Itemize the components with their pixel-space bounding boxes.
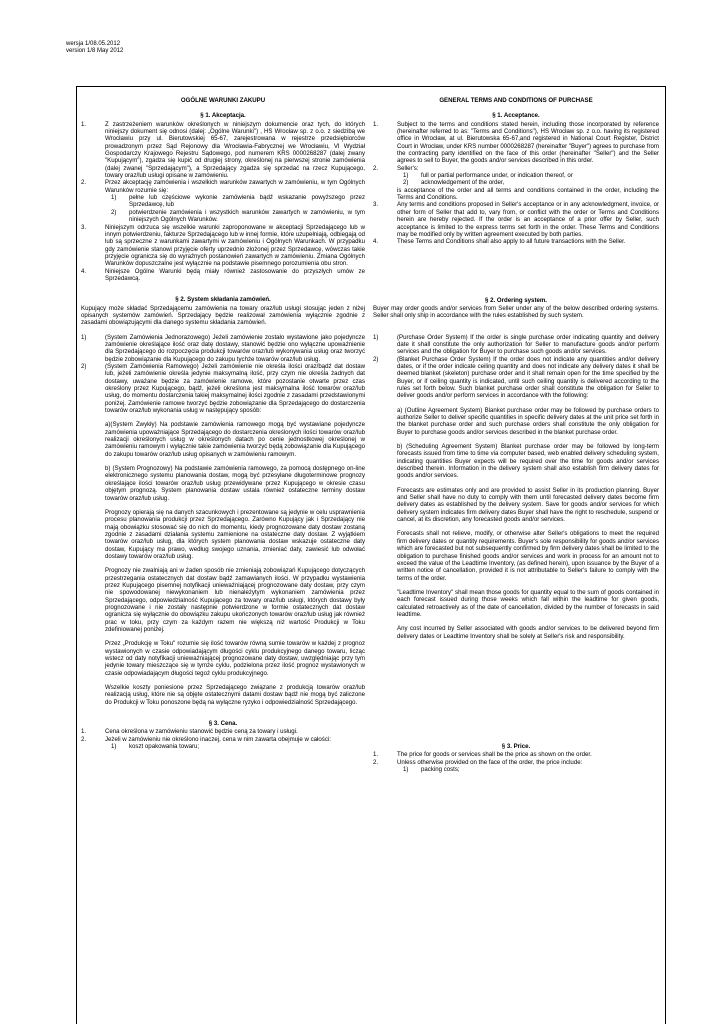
pl-s1-item-2-1-text: pełne lub częściowe wykonie zamówienia bądź wskazanie powyższego przez Sprzedawcę, lub — [129, 194, 365, 209]
polish-title: OGÓLNE WARUNKI ZAKUPU — [180, 97, 266, 104]
pl-s1-item-4: 4. Niniejsze Ogólne Warunki będą miały również zastosowanie do przyszłych umów ze Sprzedawcą. — [81, 267, 365, 282]
en-s1-item-1-text: Subject to the terms and conditions stated herein, including those incorporated by reference (hereinafter referred to as: "Terms and Conditions"), HS Wrocław sp. z o.o. having its registered office in Wrocław, at ul. Bierutowska 65-67,and registered in National Court Register, District Court in Wrocław, under KRS number 0000268287 (hereinafter "Buyer") agrees to purchase from the contracting party identified on the face of this order (hereinafter "Seller") and the Seller agrees to sell to Buyer, the goods and/or services described in this order. — [397, 120, 659, 165]
en-s1-item-4-text: These Terms and Conditions shall also apply to all future transactions with the Seller. — [397, 238, 626, 246]
pl-section-2-heading: § 2. System składania zamówień. — [175, 296, 271, 304]
en-s2-para-a: a) (Outline Agreement System) Blanket purchase order may be followed by purchase orders to authorize Seller to deliver specific quantities in specific delivery dates at the unit price set forth in the blanket purchase order and such purchase orders shall constitute the only obligation for Buyer to purchase goods and/or services described in the blanket purchase order. — [397, 406, 659, 436]
pl-s2-para-e: Przez „Produkcję w Toku" rozumie się ilość towarów równą sumie towarów w każdej z prognoz wystawionych w czasie odpowiadającym długości cyklu produkcyjnego danego towaru, licząc wstecz od daty notyfikacji unieważniającej prognozowane daty dostaw, uwzględniając przy tym jedynie towary mieszczące się w tymże cyklu, podzielona przez ilość prognoz wystawionych w czasie odpowiadającym długości tegoż cyklu produkcyjnego. — [105, 640, 365, 677]
en-s1-item-2-2-text: acknowledgement of the order, — [421, 179, 505, 187]
pl-s1-item-2-2-text: potwierdzenie zamówienia i wszystkich warunków zawartych w zamówieniu, w tym niniejszych Ogólnych Warunków. — [129, 208, 365, 224]
pl-s2-item-1: 1) (System Zamówienia Jednorazowego) Jeżeli zamówienie zostało wystawione jako pojedyncze zamówienie określające ilość oraz datę dostawy, stanowić będzie ono wyłączne upoważnienie dla Sprzedającego do rozpoczęcia produkcji towarów oraz/lub wykonywania usług oraz tworzyć będzie zobowiązanie dla Kupującego do zakupu tychże towarów oraz/lub usług. — [81, 333, 365, 363]
version-english: version 1/8 May 2012 — [66, 48, 124, 54]
pl-s1-item-4-text: Niniejsze Ogólne Warunki będą miały również zastosowanie do przyszłych umów ze Sprzedawcą. — [105, 267, 365, 282]
en-s1-item-4: 4. These Terms and Conditions shall also apply to all future transactions with the Seller. — [373, 238, 659, 245]
en-s3-item-2: 2. Unless otherwise provided on the face of the order, the price include: — [373, 759, 659, 766]
pl-s1-item-1: 1. Z zastrzeżeniem warunków określonych w niniejszym dokumencie oraz tych, do których niniejszy dokument się odnosi (dalej: „Ogólne Warunki") , HS Wrocław sp. z o.o. z siedzibą we Wrocławiu przy ul. Bierutowskiej 65-67, zarejestrowana w rejestrze przedsiębiorców prowadzonym przez Sąd Rejonowy dla Wrocławia-Fabrycznej we Wrocławiu, VI Wydział Gospodarczy Krajowego Rejestru Sądowego, pod numerem KRS 0000268287 (dalej zwany "Kupującym"), zgadza się kupić od drugiej strony, określonej na pierwszej stronie zamówienia (dalej zwanej "Sprzedającym"), a Sprzedający zgadza się sprzedać na rzecz Kupującego, towary oraz/lub usługi opisane w zamówieniu. — [81, 120, 365, 180]
en-s2-item-1-text: (Purchase Order System) If the order is single purchase order indicating quantity and delivery date it shall constitute the only authorization for Seller to manufacture goods and/or perform services and the obligation for Buyer to purchase such goods and/or services. — [397, 333, 659, 356]
polish-column — [81, 97, 365, 750]
pl-s1-item-2-text: Przez akceptację zamówienia i wszelkich warunków zawartych w zamówieniu, w tym Ogólnych Warunków rozumie się: — [105, 179, 365, 194]
en-s2-intro: Buyer may order goods and/or services from Seller under any of the below described ordering systems. Seller shall only ship in accordance with the rules established by such system. — [373, 304, 659, 320]
en-s1-item-3-text: Any terms and conditions proposed in Seller's acceptance or in any acknowledgment, invoice, or other form of Seller that add to, vary from, or conflict with the order or Terms and Conditions herein are hereby rejected. If the order is an acceptance of a prior offer by Seller, such acceptance is limited to the express terms set forth in the order. These Terms and Conditions may be modified only by written agreement executed by both parties. — [397, 201, 659, 238]
pl-s1-item-3: 3. Niniejszym odrzuca się wszelkie warunki zaproponowane w akceptacji Sprzedającego lub w innym potwierdzeniu, fakturze Sprzedającego lub w innej formie, które uzupełniają, odbiegają od lub są sprzeczne z warunkami zawartymi w zamówieniu i Ogólnych Warunkach. W przypadku gdy zamówienie stanowi przyjęcie oferty uprzednio złożonej przez Sprzedawcę, wówczas takie przyjęcie ogranicza się do wyraźnych postanowień zawartych w zamówieniu. Zmiana Ogólnych Warunków dopuszczalne jest wyłącznie na podstawie pisemnego porozumienia obu stron. — [81, 223, 365, 268]
pl-s2-para-a: a)(System Zwykły) Na podstawie zamówienia ramowego mogą być wystawiane pojedyncze zamówienia upoważniające Sprzedającego do dostarczenia określonych ilości towarów oraz/lub realizacji określonych usług w określonych datach po cenie jednostkowej określonej w zamówieniu ramowym i wyłącznie takie zamówienia tworzyć będą zobowiązanie dla Kupującego do zakupu towarów oraz/lub usług opisanych w zamówieniu ramowym. — [105, 421, 365, 458]
pl-s2-para-d: Prognozy nie zwalniają ani w żaden sposób nie zmieniają zobowiązań Kupującego dotyczących przestrzegania ostatecznych dat dostaw bądź zamawianych ilości. W przypadku wystawienia przez Kupującego pisemnej notyfikacji unieważniającej prognozowane daty dostaw, przy czym nie spowodowanej niewykonaniem lub nienależytym wykonaniem zamówienia przez Sprzedającego, odpowiedzialność Kupującego za towary oraz/lub usługi, których dostawy były prognozowane i nie zostały następnie potwierdzone w formie ostatecznych dat dostaw ogranicza się wyłącznie do obowiązku zakupu ukończonych towarów oraz/lub usług jak również prac w toku, przy czym za każdym razem nie większą niż wartość Produkcji w Toku zdefiniowanej poniżej. — [105, 567, 365, 633]
pl-s2-intro: Kupujący może składać Sprzedającemu zamówienia na towary oraz/lub usługi stosując jeden z niżej opisanych systemów zamówień. Sprzedający będzie realizował zamówienia wyłącznie zgodnie z zasadami obowiązującymi dla danego systemu składania zamówień. — [81, 304, 365, 327]
pl-s2-item-2: 2) (System Zamówienia Ramowego) Jeżeli zamówienie nie określa ilości oraz/bądź dat dostaw lub, jeżeli zamówienie określa jedynie maksymalną ilość, przy czym nie określa żadnych dat dostawy, uważane będzie za zamówienie ramowe, które pozostanie otwarte przez czas określony przez Kupującego, bądź, jeżeli określona jest maksymalna ilość towarów oraz/lub usług, do momentu dostarczenia takiej maksymalnej ilości zgodnie z zasadami przedstawionymi poniżej. Zamówienie ramowe tworzyć będzie zobowiązanie dla Sprzedającego do dostarczenia towarów oraz/lub wykonania usług w następujący sposób: — [81, 363, 365, 415]
pl-s1-item-2-2: 2) potwierdzenie zamówienia i wszystkich warunków zawartych w zamówieniu, w tym niniejszych Ogólnych Warunków. — [111, 208, 365, 224]
en-s2-item-2: 2) (Blanket Purchase Order System) If the order does not indicate any quantities and/or delivery dates, or if the order indicate ceiling quantity and does not indicate any delivery dates it shall be deemed blanket (skeleton) purchase order and it shall remain open for the time specified by the Buyer, or if ceiling quantity is indicated, until such ceiling quantity is delivered according to the rules set forth below. Such blanket purchase order shall constitute the obligation for Seller to deliver goods and/or perform services in accordance with the following: — [373, 355, 659, 400]
pl-s3-item-2: 2. Jeżeli w zamówieniu nie określono inaczej, cena w nim zawarta obejmuje w całości: — [81, 736, 365, 743]
en-s1-item-2-2: 2) acknowledgement of the order, — [397, 179, 659, 186]
english-title: GENERAL TERMS AND CONDITIONS OF PURCHASE — [439, 97, 593, 104]
version-polish: wersja 1/08.05.2012 — [66, 41, 121, 47]
pl-s3-item-1-text: Cena określona w zamówieniu stanowić będzie ceną za towary i usługi. — [105, 728, 298, 736]
pl-s3-item-2-text: Jeżeli w zamówieniu nie określono inaczej, cena w nim zawarta obejmuje w całości: — [105, 735, 331, 743]
pl-s3-item-1: 1. Cena określona w zamówieniu stanowić będzie ceną za towary i usługi. — [81, 728, 365, 735]
en-s2-para-d: Forecasts shall not relieve, modify, or otherwise alter Seller's obligations to meet the required firm delivery dates or quantity requirements. Buyer's sole responsibility for goods and/or services which are forecasted but not subsequently confirmed by firm delivery dates shall be limited to the obligation to purchase finished goods and/or services and work in process for an amount not to exceed the value of the Leadtime Inventory, (as defined herein), upon issuance by the Buyer of a written notice of cancellation, provided it is not attributable to Seller's failure to comply with the terms of the order. — [397, 530, 659, 582]
en-section-1-heading: § 1. Acceptance. — [492, 112, 540, 120]
pl-s2-item-1-text: (System Zamówienia Jednorazowego) Jeżeli zamówienie zostało wystawione jako pojedyncze zamówienie określające ilość oraz datę dostawy, stanowić będzie ono wyłączne upoważnienie dla Sprzedającego do rozpoczęcia produkcji towarów oraz/lub wykonywania usług oraz tworzyć będzie zobowiązanie dla Kupującego do zakupu tychże towarów oraz/lub usług. — [105, 333, 365, 363]
en-s2-item-1: 1) (Purchase Order System) If the order is single purchase order indicating quantity and delivery date it shall constitute the only authorization for Seller to manufacture goods and/or perform services and the obligation for Buyer to purchase such goods and/or services. — [373, 333, 659, 356]
pl-section-3-heading: § 3. Cena. — [208, 720, 238, 728]
english-column — [373, 97, 659, 773]
en-s2-item-2-text: (Blanket Purchase Order System) If the order does not indicate any quantities and/or delivery dates, or if the order indicate ceiling quantity and does not indicate any delivery dates it shall be deemed blanket (skeleton) purchase order and it shall remain open for the time specified by the Buyer, or if ceiling quantity is indicated, until such ceiling quantity is delivered according to the rules set forth below. Such blanket purchase order shall constitute the obligation for Seller to deliver goods and/or perform services in accordance with the following: — [397, 355, 659, 400]
pl-s1-item-3-text: Niniejszym odrzuca się wszelkie warunki zaproponowane w akceptacji Sprzedającego lub w innym potwierdzeniu, fakturze Sprzedającego lub w innej formie, które uzupełniają, odbiegają od lub są sprzeczne z warunkami zawartymi w zamówieniu i Ogólnych Warunkach. W przypadku gdy zamówienie stanowi przyjęcie oferty uprzednio złożonej przez Sprzedawcę, wówczas takie przyjęcie ogranicza się do wyraźnych postanowień zawartych w zamówieniu. Zmiana Ogólnych Warunków dopuszczalne jest wyłącznie na podstawie pisemnego porozumienia obu stron. — [105, 223, 365, 268]
pl-s1-item-2-1: 1) pełne lub częściowe wykonie zamówienia bądź wskazanie powyższego przez Sprzedawcę, lub — [111, 194, 365, 209]
en-s1-item-3: 3. Any terms and conditions proposed in Seller's acceptance or in any acknowledgment, invoice, or other form of Seller that add to, vary from, or conflict with the order or Terms and Conditions herein are hereby rejected. If the order is an acceptance of a prior offer by Seller, such acceptance is limited to the express terms set forth in the order. These Terms and Conditions may be modified only by written agreement executed by both parties. — [373, 201, 659, 238]
en-s3-item-1-text: The price for goods or services shall be the price as shown on the order. — [397, 751, 592, 759]
en-s1-item-2-1: 1) full or partial performance under, or indication thereof, or — [397, 172, 659, 179]
en-s1-item-2-1-text: full or partial performance under, or indication thereof, or — [421, 172, 573, 180]
en-section-3-heading: § 3. Price. — [501, 742, 531, 750]
pl-s2-para-c: Prognozy opierają się na danych szacunkowych i prezentowane są jedynie w celu usprawnienia procesu planowania produkcji przez Sprzedającego. Zarówno Kupujący jak i Sprzedający nie mają obowiązku stosować się do nich do momentu, kiedy prognozowane daty dostaw zostaną zgodnie z zasadami działania systemu zamienione na ostateczne daty dostaw. Z wyjątkiem towarów oraz/lub usług, dla których system planowania dostaw wskazuje ostateczne daty dostaw, Kupujący ma prawo, według swojego uznania, zmieniać daty, zawiesić lub odwołać dostawy towarów oraz/lub usług. — [105, 508, 365, 560]
en-s3-item-1: 1. The price for goods or services shall be the price as shown on the order. — [373, 751, 659, 758]
pl-s2-para-b: b) (System Prognozowy) Na podstawie zamówienia ramowego, za pomocą dostępnego on-line elektronicznego systemu planowania dostaw, mogą być przesyłane długoterminowe prognozy określające ilości towarów oraz/lub usług przewidywane przez Kupującego w okresie czasu objętym prognozą. System planowania dostaw ustala również ostateczne terminy dostaw towarów oraz/lub usług. — [105, 465, 365, 502]
en-s2-para-b: b) (Scheduling Agreement System) Blanket purchase order may be followed by long-term forecasts issued from time to time via computer based, web enabled delivery scheduling system, indicating quantities Buyer expects will be required over the time for goods and/or services described therein. Information in the delivery system shall also establish firm delivery dates for goods and/or services. — [397, 443, 659, 480]
en-s1-item-2-text: Seller's: — [397, 164, 419, 172]
en-s2-para-c: Forecasts are estimates only and are provided to assist Seller in its production planning. Buyer and Seller shall have no duty to comply with them until forecasted delivery dates become firm delivery dates as established by the delivery system. Save for goods and/or services for which delivery system indicates firm delivery dates Buyer shall have the right to reschedule, suspend or cancel, at its discretion, any forecasted goods and/or services. — [397, 486, 659, 524]
en-s2-para-e: "Leadtime Inventory" shall mean those goods for quantity equal to the sum of goods contained in each forecast issued during those weeks which fall within the leadtime for given goods, calculated retroactively as of the date of cancellation, divided by the number of forecasts in said leadtime. — [397, 588, 659, 618]
en-s1-item-2: 2. Seller's: — [373, 165, 659, 172]
pl-section-1-heading: § 1. Akceptacja. — [200, 112, 246, 120]
en-s2-para-f: Any cost incurred by Seller associated with goods and/or services to be delivered beyond firm delivery dates or Leadtime Inventory shall be solely at Seller's risk and responsibility. — [397, 625, 659, 640]
en-s3-item-2-1-text: packing costs; — [421, 765, 460, 773]
en-s3-item-2-1: 1) packing costs; — [397, 766, 659, 773]
pl-s2-item-2-text: (System Zamówienia Ramowego) Jeżeli zamówienie nie określa ilości oraz/bądź dat dostaw lub, jeżeli zamówienie określa jedynie maksymalną ilość, przy czym nie określa żadnych dat dostawy, uważane będzie za zamówienie ramowe, które pozostanie otwarte przez czas określony przez Kupującego, bądź, jeżeli określona jest maksymalna ilość towarów oraz/lub usług, do momentu dostarczenia takiej maksymalnej ilości zgodnie z zasadami przedstawionymi poniżej. Zamówienie ramowe tworzyć będzie zobowiązanie dla Sprzedającego do dostarczenia towarów oraz/lub wykonania usług w następujący sposób: — [105, 363, 365, 415]
en-s3-item-2-text: Unless otherwise provided on the face of the order, the price include: — [397, 758, 583, 766]
version-info — [66, 41, 123, 55]
terms-frame — [76, 86, 666, 1024]
en-s1-item-2-tail: is acceptance of the order and all terms and conditions contained in the order, including the Terms and Conditions. — [397, 186, 659, 202]
pl-s3-item-2-1: 1) koszt opakowania towaru; — [105, 743, 365, 750]
pl-s2-para-f: Wszelkie koszty poniesione przez Sprzedającego związane z produkcją towarów oraz/lub realizacją usług, które nie są objęte ostatecznymi datami dostaw bądź nie mogą być zaliczone do Produkcji w Toku ponoszone będą na wyłączne ryzyko i odpowiedzialność Sprzedającego. — [105, 684, 365, 706]
pl-s3-item-2-1-text: koszt opakowania towaru; — [129, 743, 200, 751]
en-section-2-heading: § 2. Ordering system. — [485, 296, 547, 304]
pl-s1-item-2: 2. Przez akceptację zamówienia i wszelkich warunków zawartych w zamówieniu, w tym Ogólnych Warunków rozumie się: — [81, 179, 365, 194]
en-s1-item-1: 1. Subject to the terms and conditions stated herein, including those incorporated by reference (hereinafter referred to as: "Terms and Conditions"), HS Wrocław sp. z o.o. having its registered office in Wrocław, at ul. Bierutowska 65-67,and registered in National Court Register, District Court in Wrocław, under KRS number 0000268287 (hereinafter "Buyer") agrees to purchase from the contracting party identified on the face of this order (hereinafter "Seller") and the Seller agrees to sell to Buyer, the goods and/or services described in this order. — [373, 120, 659, 165]
pl-s1-item-1-text: Z zastrzeżeniem warunków określonych w niniejszym dokumencie oraz tych, do których niniejszy dokument się odnosi (dalej: „Ogólne Warunki") , HS Wrocław sp. z o.o. z siedzibą we Wrocławiu przy ul. Bierutowskiej 65-67, zarejestrowana w rejestrze przedsiębiorców prowadzonym przez Sąd Rejonowy dla Wrocławia-Fabrycznej we Wrocławiu, VI Wydział Gospodarczy Krajowego Rejestru Sądowego, pod numerem KRS 0000268287 (dalej zwany "Kupującym"), zgadza się kupić od drugiej strony, określonej na pierwszej stronie zamówienia (dalej zwanej "Sprzedającym"), a Sprzedający zgadza się sprzedać na rzecz Kupującego, towary oraz/lub usługi opisane w zamówieniu. — [105, 120, 365, 180]
